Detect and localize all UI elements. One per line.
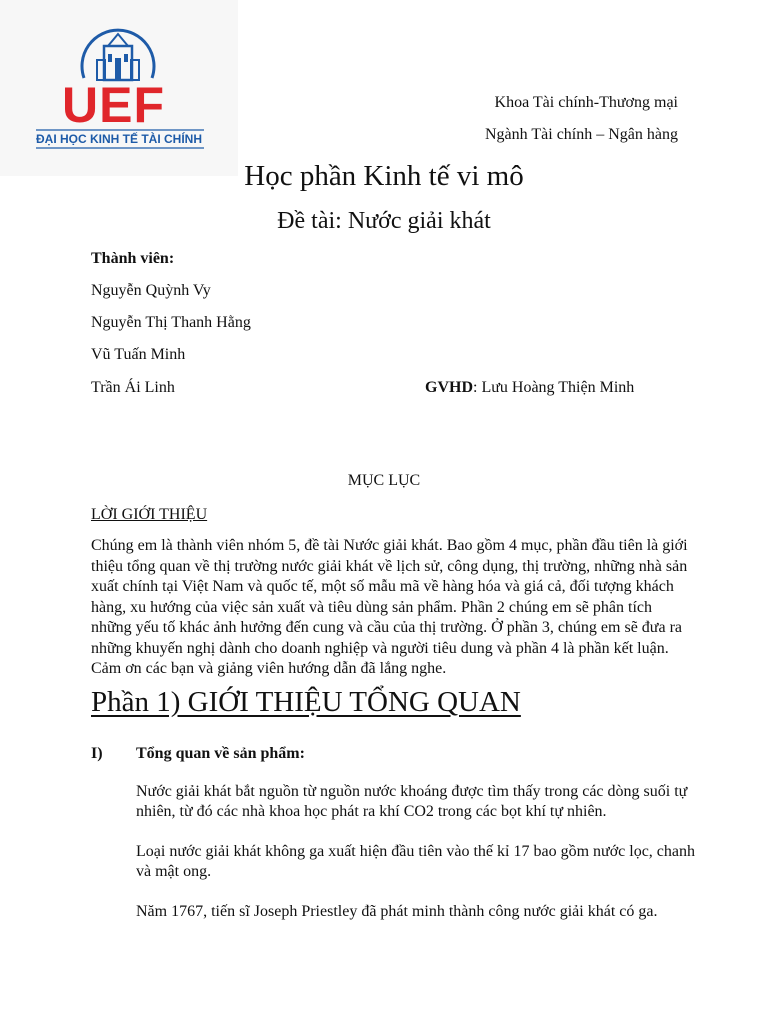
uef-logo: [0, 0, 238, 176]
topic-title: Đề tài: Nước giải khát: [277, 208, 491, 234]
advisor-label: GVHD: [425, 379, 473, 396]
section-title: Tổng quan về sản phẩm:: [136, 745, 305, 762]
section-paragraph: Năm 1767, tiến sĩ Joseph Priestley đã phát minh thành công nước giải khát có ga.: [136, 903, 658, 920]
member-name: Vũ Tuấn Minh: [91, 346, 186, 363]
members-label: Thành viên:: [91, 250, 175, 267]
part1-heading: Phần 1) GIỚI THIỆU TỔNG QUAN: [91, 686, 521, 718]
section-paragraph: Loại nước giải khát không ga xuất hiện đầu tiên vào thế kỉ 17 bao gồm nước lọc, chanh và mật ong.: [136, 843, 696, 880]
member-name: Trần Ái Linh: [91, 379, 175, 396]
section-paragraph: Nước giải khát bắt nguồn từ nguồn nước khoáng được tìm thấy trong các dòng suối tự nhiên, từ đó các nhà khoa học phát ra khí CO2 trong các bọt khí tự nhiên.: [136, 783, 688, 820]
faculty-name: Khoa Tài chính-Thương mại: [494, 94, 678, 111]
member-name: Nguyễn Thị Thanh Hằng: [91, 314, 251, 331]
intro-heading: LỜI GIỚI THIỆU: [91, 506, 208, 523]
member-name: Nguyễn Quỳnh Vy: [91, 282, 211, 299]
logo-brand: UEF: [62, 77, 165, 133]
section-number: I): [91, 745, 103, 762]
logo-tagline: ĐẠI HỌC KINH TẾ TÀI CHÍNH: [36, 132, 202, 146]
advisor-separator: :: [473, 379, 482, 396]
table-of-contents-heading: MỤC LỤC: [347, 472, 421, 489]
course-title: Học phần Kinh tế vi mô: [244, 160, 524, 192]
intro-paragraph: Chúng em là thành viên nhóm 5, đề tài Nước giải khát. Bao gồm 4 mục, phần đầu tiên là giới thiệu tổng quan về thị trường nước giải khát về lịch sử, công dụng, thị trường, những nhà sản xuất chính tại Việt Nam và quốc tế, một số mẫu mã về hàng hóa và giá cả, đối tượng khách hàng, xu hướng của việc sản xuất và tiêu dùng sản phẩm. Phần 2 chúng em sẽ phân tích những yếu tố khác ảnh hưởng đến cung và cầu của thị trường. Ở phần 3, chúng em sẽ đưa ra những khuyến nghị dành cho doanh nghiệp và người tiêu dung và phần 4 là phần kết luận. Cảm ơn các bạn và giảng viên hướng dẫn đã lắng nghe.: [91, 537, 688, 677]
major-name: Ngành Tài chính – Ngân hàng: [485, 126, 678, 143]
advisor-name: Lưu Hoàng Thiện Minh: [481, 379, 635, 396]
advisor: [425, 379, 634, 397]
